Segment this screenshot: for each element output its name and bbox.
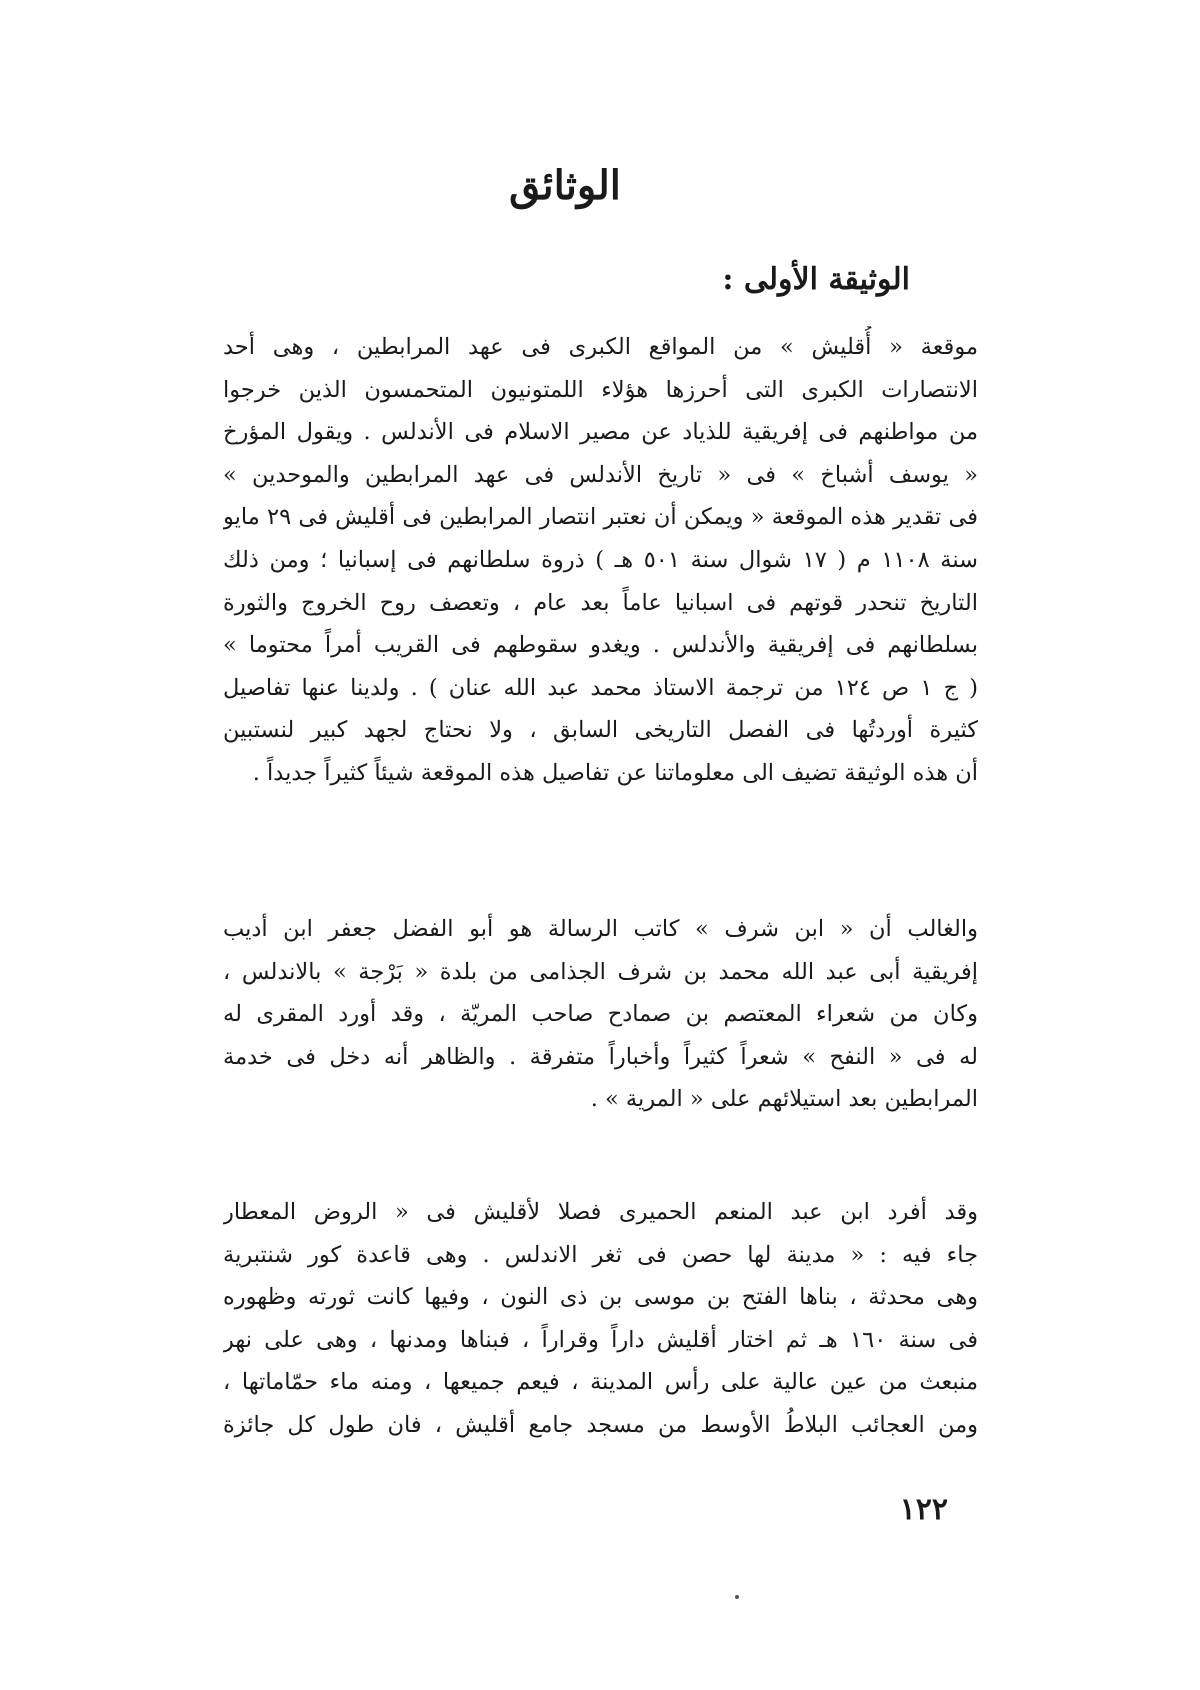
text-line: وقد أفرد ابن عبد المنعم الحميرى فصلا لأقليش فى « الروض المعطار: [223, 1199, 978, 1225]
text-line: وهى محدثة ، بناها الفتح بن موسى بن ذى النون ، وفيها كانت ثورته وظهوره: [223, 1284, 978, 1311]
paragraph-3: [223, 1191, 978, 1447]
page-number: ١٢٢: [899, 1492, 948, 1527]
text-line: الانتصارات الكبرى التى أحرزها هؤلاء اللمتونيون المتحمسون الذين خرجوا: [223, 376, 978, 403]
paragraph-2: [223, 908, 978, 1121]
text-line: وكان من شعراء المعتصم بن صمادح صاحب المريّة ، وقد أورد المقرى له: [223, 1001, 978, 1028]
text-line: له فى « النفح » شعراً كثيراً وأخباراً متفرقة . والظاهر أنه دخل فى خدمة: [223, 1043, 978, 1070]
text-line: فى سنة ١٦٠ هـ ثم اختار أقليش داراً وقراراً ، فبناها ومدنها ، وهى على نهر: [223, 1326, 978, 1353]
text-line: إفريقية أبى عبد الله محمد بن شرف الجذامى من بلدة « بَرْجة » بالاندلس ،: [223, 958, 978, 985]
text-line: المرابطين بعد استيلائهم على « المرية » .: [590, 1086, 978, 1113]
text-line: جاء فيه : « مدينة لها حصن فى ثغر الاندلس . وهى قاعدة كور شنتبرية: [223, 1241, 978, 1268]
text-line: والغالب أن « ابن شرف » كاتب الرسالة هو أبو الفضل جعفر ابن أديب: [223, 916, 978, 942]
text-line: « يوسف أشباخ » فى « تاريخ الأندلس فى عهد المرابطين والموحدين »: [223, 461, 978, 488]
paragraph-1: [223, 326, 978, 795]
page-title: الوثائق: [509, 162, 621, 209]
text-line: فى تقدير هذه الموقعة « ويمكن أن نعتبر انتصار المرابطين فى أقليش فى ٢٩ مايو: [223, 504, 978, 531]
text-line: أن هذه الوثيقة تضيف الى معلوماتنا عن تفاصيل هذه الموقعة شيئاً كثيراً جديداً .: [252, 759, 978, 786]
text-line: ومن العجائب البلاطُ الأوسط من مسجد جامع أقليش ، فان طول كل جائزة: [223, 1411, 978, 1438]
text-line: ( ج ١ ص ١٢٤ من ترجمة الاستاذ محمد عبد الله عنان ) . ولدينا عنها تفاصيل: [223, 674, 978, 701]
text-line: سنة ١١٠٨ م ( ١٧ شوال سنة ٥٠١ هـ ) ذروة سلطانهم فى إسبانيا ؛ ومن ذلك: [223, 546, 978, 573]
text-line: موقعة « أُقليش » من المواقع الكبرى فى عهد المرابطين ، وهى أحد: [223, 334, 978, 360]
text-line: التاريخ تنحدر قوتهم فى اسبانيا عاماً بعد عام ، وتعصف روح الخروج والثورة: [223, 589, 978, 616]
scan-speck: [735, 1595, 739, 1599]
text-line: من مواطنهم فى إفريقية للذياد عن مصير الاسلام فى الأندلس . ويقول المؤرخ: [223, 419, 978, 446]
section-heading: الوثيقة الأولى :: [722, 262, 910, 297]
text-line: منبعث من عين عالية على رأس المدينة ، فيعم جميعها ، ومنه ماء حمّاماتها ،: [223, 1369, 978, 1396]
text-line: بسلطانهم فى إفريقية والأندلس . ويغدو سقوطهم فى القريب أمراً محتوما »: [223, 632, 978, 659]
text-line: كثيرة أوردتُها فى الفصل التاريخى السابق ، ولا نحتاج لجهد كبير لنستبين: [223, 717, 978, 744]
